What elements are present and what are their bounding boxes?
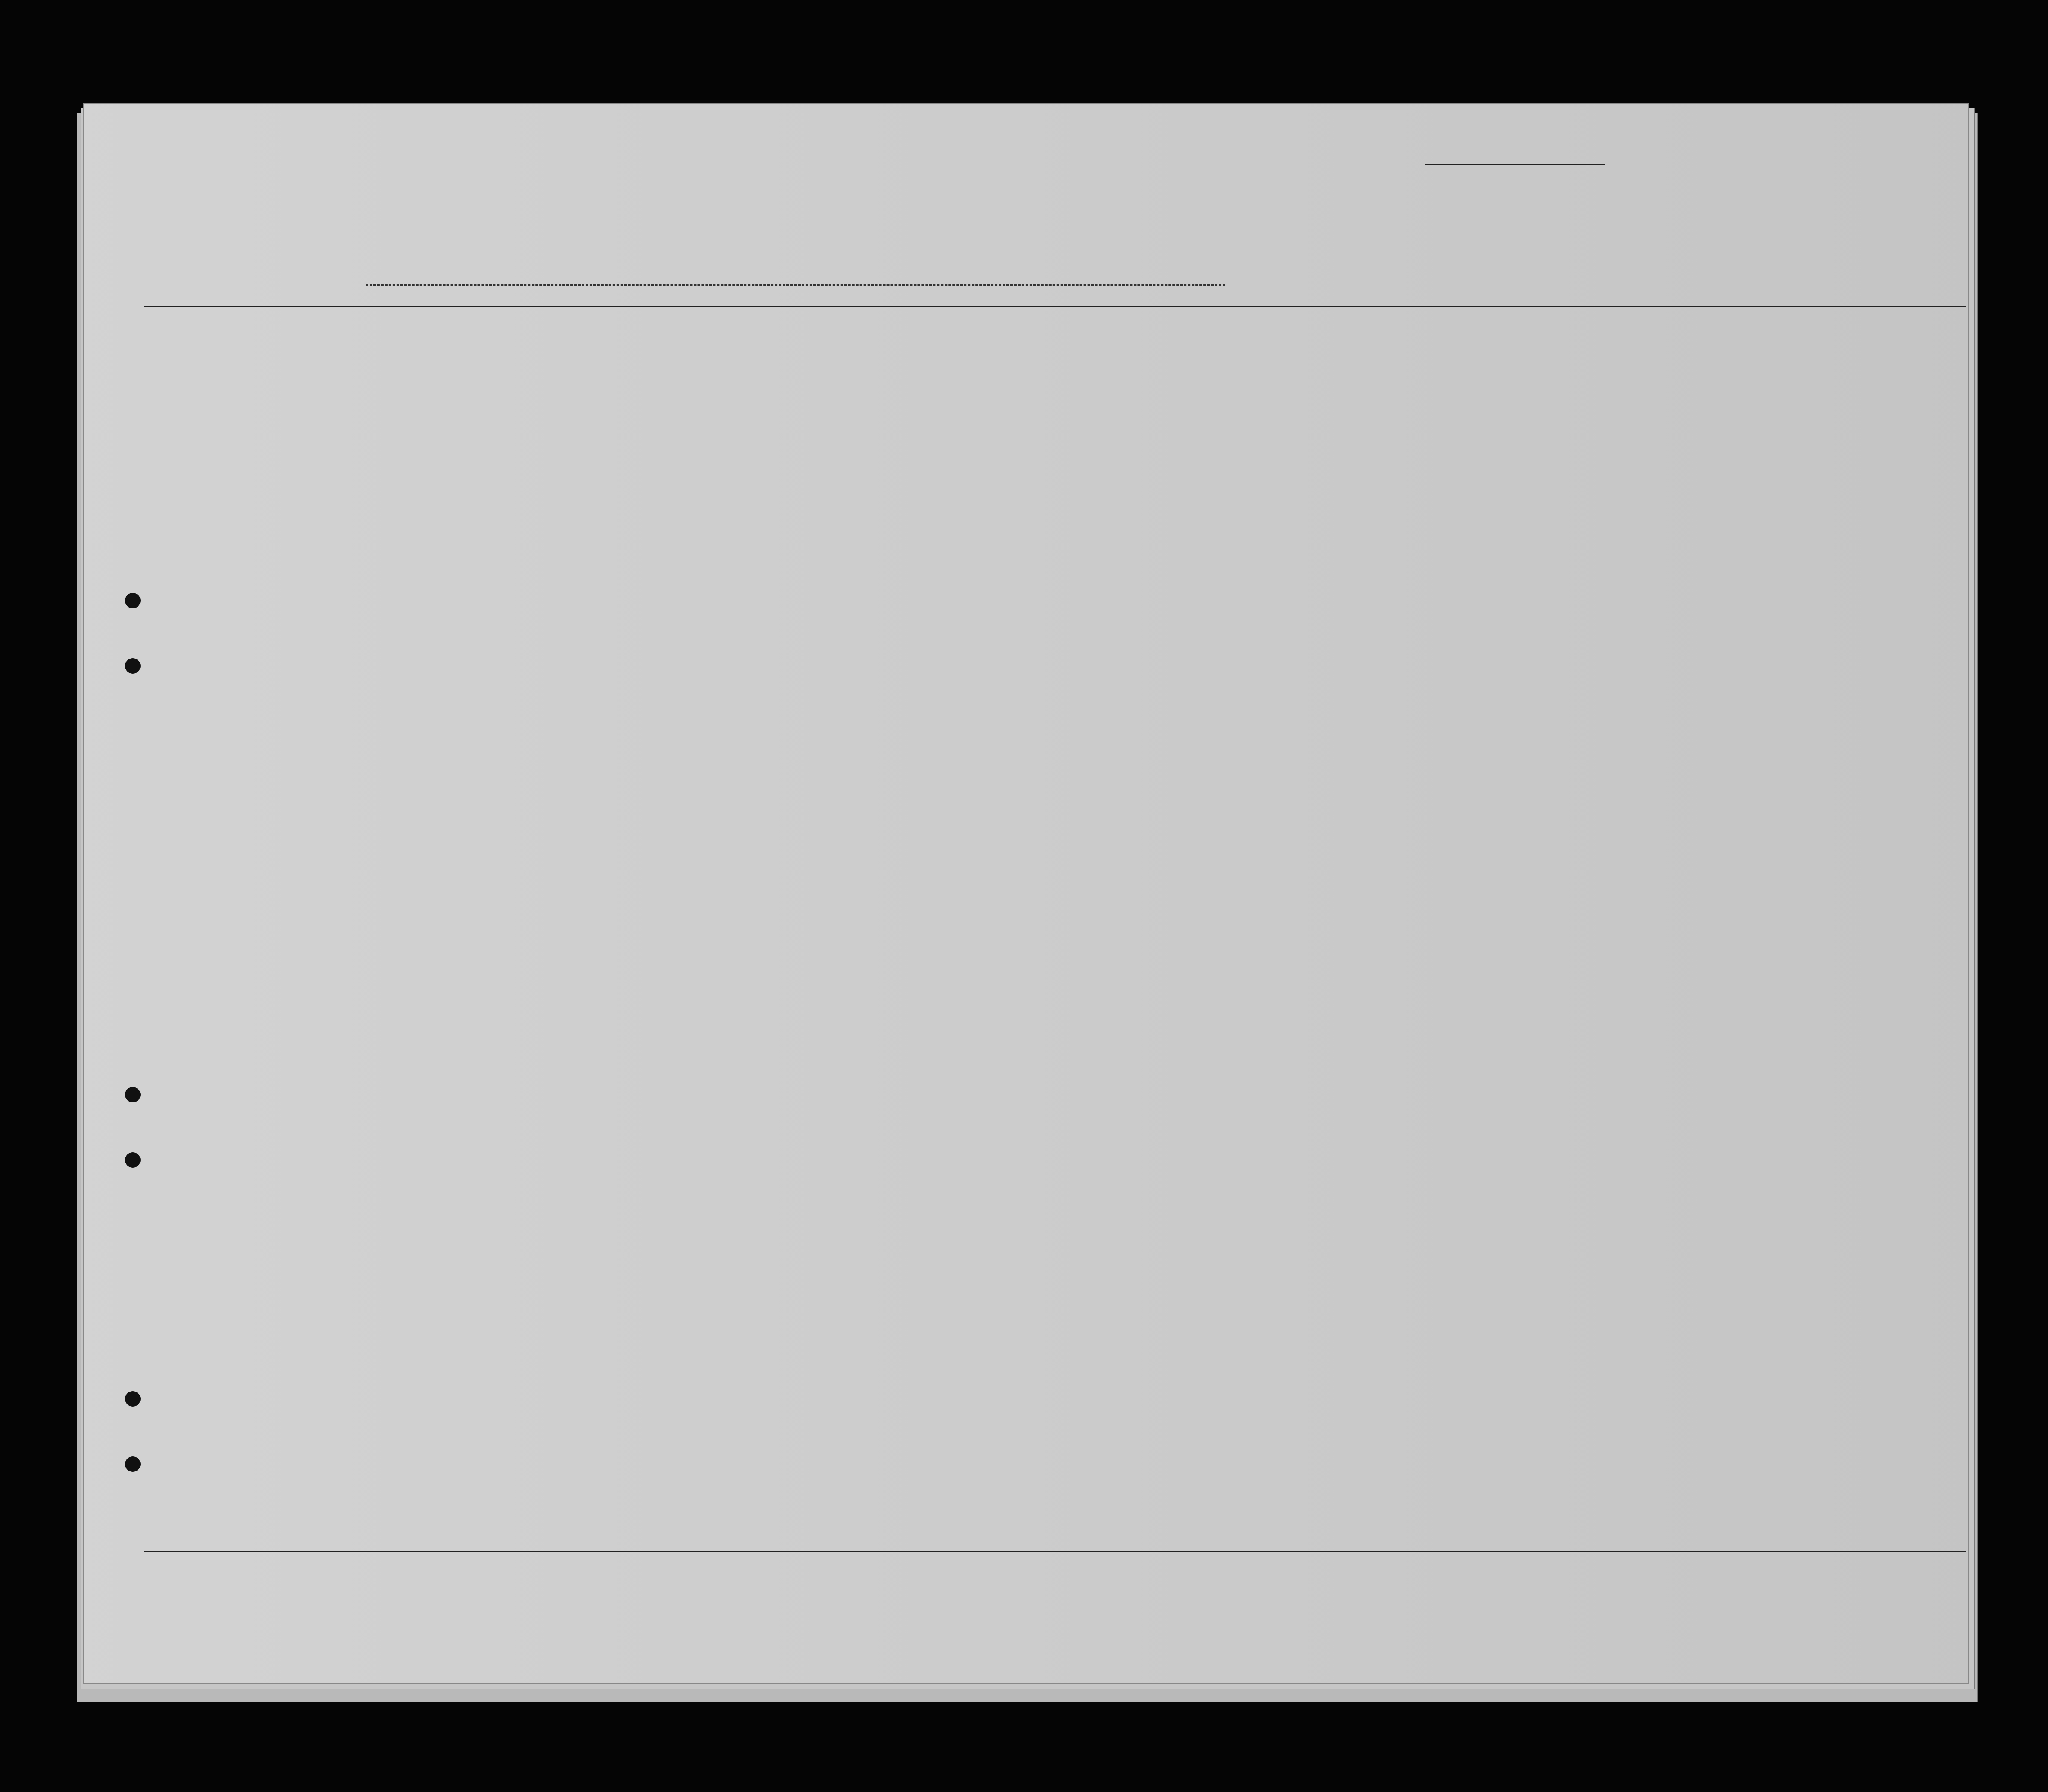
- manifest-sheet: [84, 104, 1968, 1683]
- binder-hole: [125, 1087, 141, 1102]
- binder-hole: [125, 1152, 141, 1168]
- list-underline: [1425, 164, 1605, 165]
- binder-hole: [125, 658, 141, 674]
- binder-hole: [125, 593, 141, 608]
- manifest-table: [144, 306, 1966, 1552]
- binder-hole: [125, 1391, 141, 1407]
- binder-hole: [125, 1456, 141, 1472]
- arriving-underline: [366, 284, 1225, 286]
